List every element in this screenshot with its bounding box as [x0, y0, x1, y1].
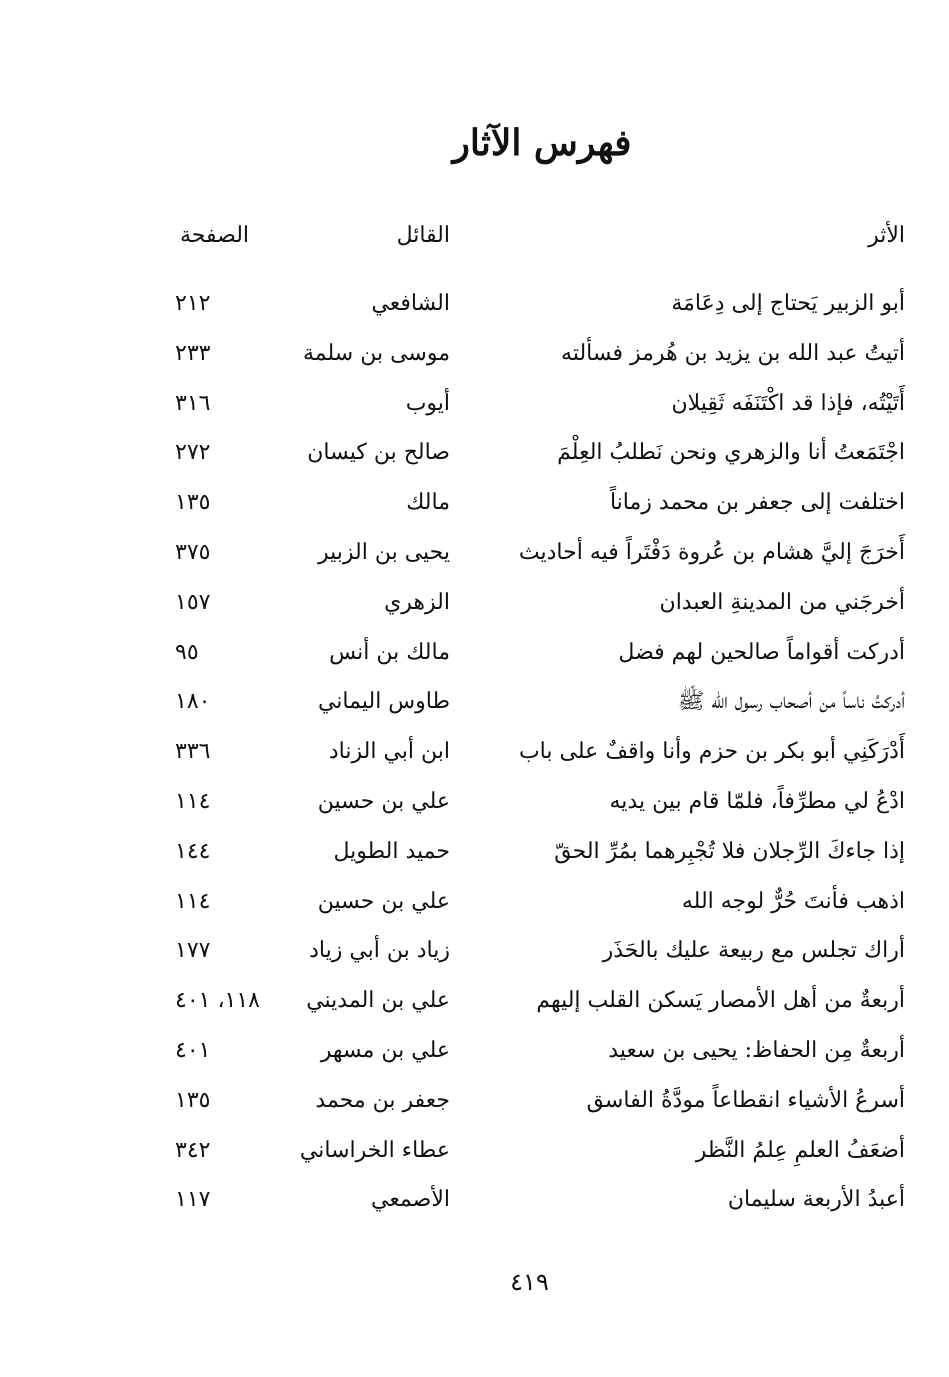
table-row: [150, 1129, 905, 1179]
table-row: [150, 332, 905, 382]
table-row: [150, 780, 905, 830]
page-ref: ١١٧: [175, 1187, 211, 1213]
table-row: [150, 382, 905, 432]
page-title: فهرس الآثار: [452, 122, 632, 164]
page-ref: ٢١٢: [175, 291, 211, 316]
athar-list: [150, 282, 905, 1228]
table-row: [150, 730, 905, 780]
qail-name: زياد بن أبي زياد: [309, 938, 450, 964]
athar-text: أَدْرَكَنِي أبو بكر بن حزم وأنا واقفٌ على باب: [518, 739, 905, 765]
qail-name: ابن أبي الزناد: [328, 739, 450, 765]
page-ref: ٩٥: [175, 639, 199, 665]
athar-text: أَخرَجَ إليَّ هشام بن عُروة دَفْتَراً فيه أحاديث: [518, 539, 905, 565]
page-ref: ١٨٠: [175, 689, 211, 715]
page-ref: ٣١٦: [175, 390, 211, 416]
page-ref: ١٧٧: [175, 938, 211, 964]
table-row: [150, 431, 905, 481]
athar-text: أربعةٌ مِن الحفاظ: يحيى بن سعيد: [608, 1037, 905, 1063]
table-row: [150, 1079, 905, 1129]
table-header: [150, 216, 905, 256]
page-ref: ١٣٥: [175, 490, 211, 516]
qail-name: علي بن المديني: [306, 988, 450, 1014]
athar-text: أربعةٌ من أهل الأمصار يَسكن القلب إليهم: [536, 988, 905, 1014]
table-row: [150, 631, 905, 681]
page-ref: ١١٤: [175, 788, 211, 814]
qail-name: يحيى بن الزبير: [317, 539, 450, 565]
page-ref: ٣٣٦: [175, 739, 211, 765]
athar-text: اجْتَمَعتُ أنا والزهري ونحن نَطلبُ العِلْمَ: [557, 440, 905, 466]
qail-name: أيوب: [405, 390, 450, 416]
table-row: [150, 481, 905, 531]
page-number: ٤١٩: [510, 1268, 549, 1296]
table-row: [150, 929, 905, 979]
page-ref: ٢٧٢: [175, 440, 211, 466]
table-row: [150, 282, 905, 332]
page-ref: ١٤٤: [175, 838, 211, 864]
table-row: [150, 830, 905, 880]
athar-text: أدركتُ ناساً من أصحاب رسول الله ﷺ: [677, 689, 905, 715]
qail-name: الزهري: [384, 589, 450, 615]
qail-name: مالك: [406, 490, 450, 516]
qail-name: طاوس اليماني: [317, 689, 450, 715]
qail-name: علي بن مسهر: [320, 1037, 450, 1063]
qail-name: علي بن حسين: [317, 888, 450, 914]
athar-text: أضعَفُ العلمِ عِلمُ النَّظر: [695, 1137, 905, 1163]
athar-text: أَتَيْتُه، فإذا قد اكْتَنَفَه ثَقِيلان: [671, 390, 905, 416]
athar-text: أسرعُ الأشياء انقطاعاً مودَّةُ الفاسق: [586, 1087, 905, 1113]
page-ref: ١٣٥: [175, 1087, 211, 1113]
qail-name: حميد الطويل: [333, 838, 450, 864]
athar-text: ادْعُ لي مطرِّفاً، فلمّا قام بين يديه: [609, 788, 905, 814]
qail-name: مالك بن أنس: [329, 639, 450, 665]
header-qail: القائل: [396, 223, 450, 248]
table-row: [150, 880, 905, 930]
qail-name: موسى بن سلمة: [302, 340, 450, 366]
page-ref: ١٥٧: [175, 589, 211, 615]
athar-text: أبو الزبير يَحتاج إلى دِعَامَة: [671, 291, 905, 316]
header-athar: الأثر: [868, 223, 905, 248]
qail-name: صالح بن كيسان: [307, 440, 450, 466]
athar-text: أتيتُ عبد الله بن يزيد بن هُرمز فسألته: [561, 340, 905, 366]
page-ref: ٣٤٢: [175, 1137, 211, 1163]
page-ref: ١١٤: [175, 888, 211, 914]
page-ref: ٢٣٣: [175, 340, 211, 366]
table-row: [150, 1178, 905, 1228]
athar-text: اختلفت إلى جعفر بن محمد زماناً: [609, 490, 905, 516]
athar-text: اذهب فأنتَ حُرٌّ لوجه الله: [681, 888, 905, 914]
table-row: [150, 1029, 905, 1079]
header-page: الصفحة: [180, 223, 250, 248]
qail-name: علي بن حسين: [317, 788, 450, 814]
page-ref: ٣٧٥: [175, 539, 211, 565]
athar-text: أخرجَني من المدينةِ العبدان: [659, 589, 905, 615]
qail-name: الشافعي: [371, 291, 450, 316]
qail-name: الأصمعي: [370, 1187, 450, 1213]
athar-text: إذا جاءكَ الرِّجلان فلا تُجْبِرهما بمُرِّ الحقّ: [554, 838, 905, 864]
athar-text: أراك تجلس مع ربيعة عليك بالحَذَر: [602, 938, 905, 964]
qail-name: جعفر بن محمد: [315, 1087, 450, 1113]
table-row: [150, 531, 905, 581]
table-row: [150, 979, 905, 1029]
table-row: [150, 581, 905, 631]
athar-text: أعبدُ الأربعة سليمان: [727, 1187, 905, 1213]
page-ref: ٤٠١: [175, 1037, 211, 1063]
athar-text: أدركت أقواماً صالحين لهم فضل: [618, 639, 905, 665]
qail-name: عطاء الخراساني: [299, 1137, 450, 1163]
page-ref: ١١٨، ٤٠١: [175, 988, 260, 1014]
table-row: [150, 680, 905, 730]
